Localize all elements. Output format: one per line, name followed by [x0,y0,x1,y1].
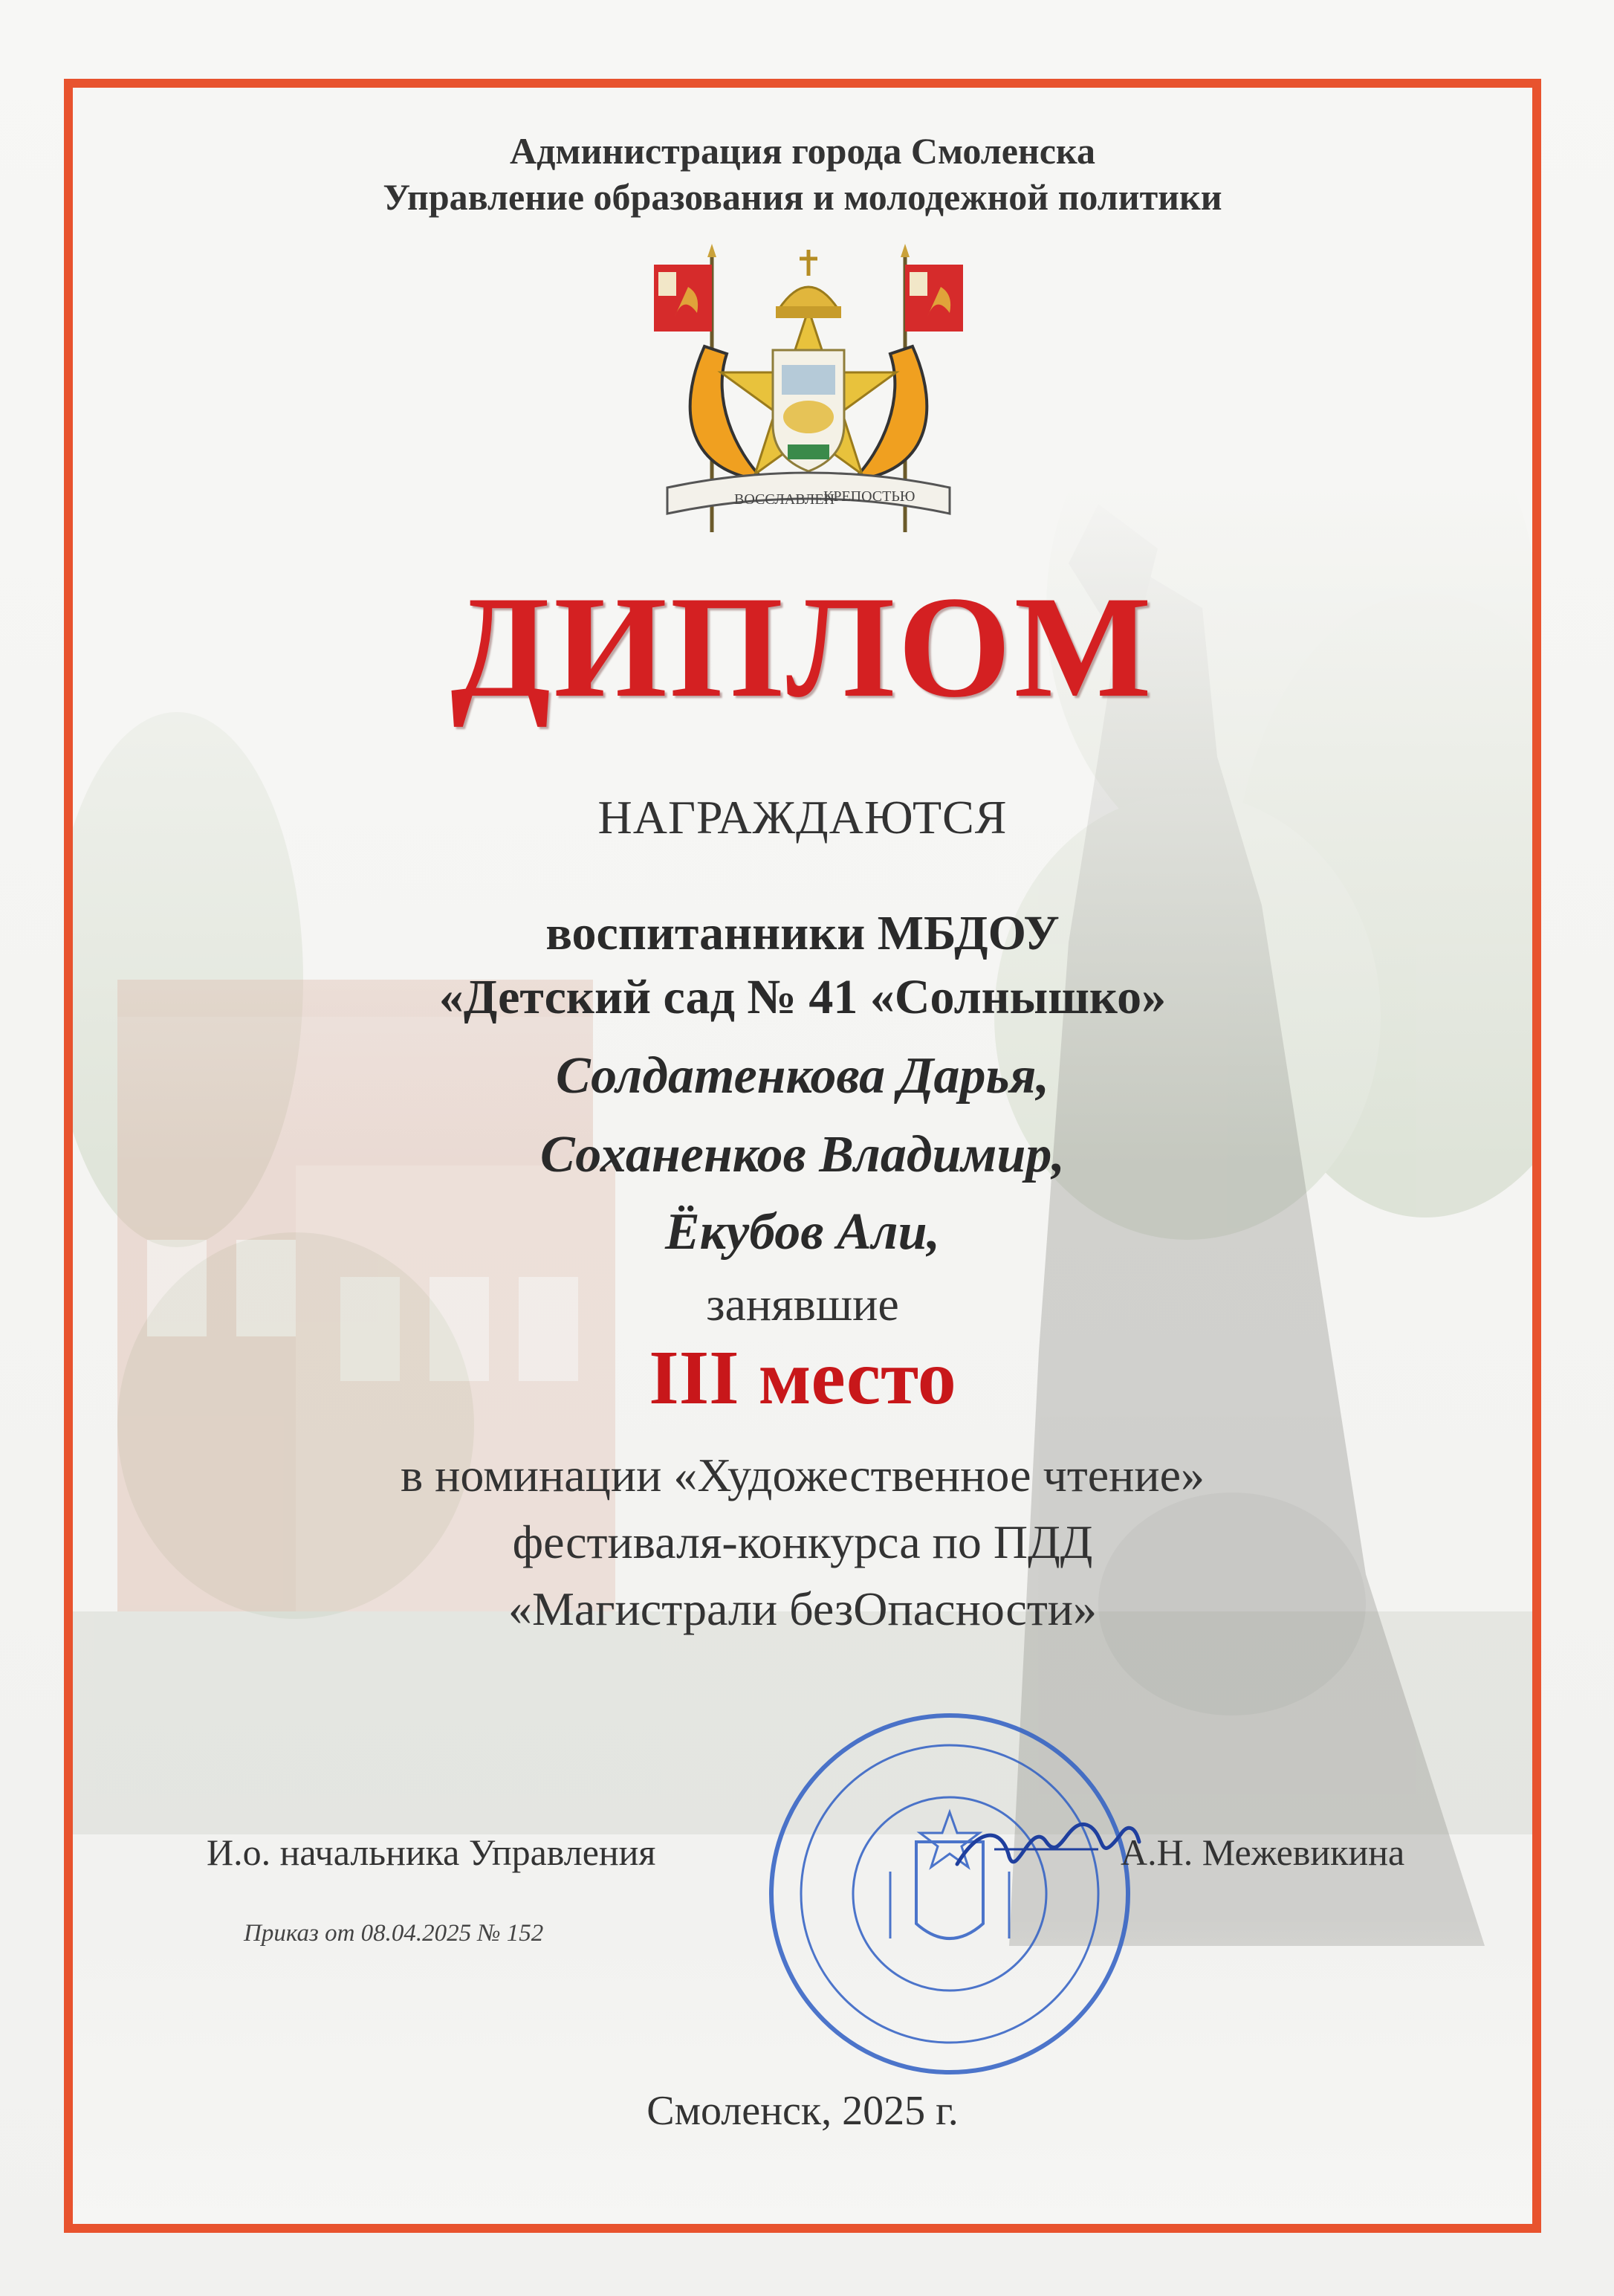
issuer-line-1: Администрация города Смоленска [510,130,1095,172]
official-stamp-icon [756,1701,1143,2087]
org-line-1: воспитанники МБДОУ [545,906,1060,960]
festival-name-line: «Магистрали безОпасности» [508,1582,1098,1635]
city-year: Смоленск, 2025 г. [646,2088,959,2134]
awardee-name: Солдатенкова Дарья, [555,1047,1049,1105]
motto-right-text: КРЕПОСТЬЮ [823,488,915,505]
awarded-heading: НАГРАЖДАЮТСЯ [597,791,1008,844]
org-line-2: «Детский сад № 41 «Солнышко» [438,970,1167,1024]
awardee-name: Соханенков Владимир, [540,1126,1065,1183]
signatory-name: А.Н. Межевикина [1121,1831,1405,1873]
handwritten-signature [950,1797,1143,1886]
nomination-line: в номинации «Художественное чтение» [400,1449,1205,1501]
diploma-title: ДИПЛОМ [450,566,1155,728]
signatory-position: И.о. начальника Управления [207,1831,656,1873]
order-reference: Приказ от 08.04.2025 № 152 [244,1920,544,1947]
took-label: занявшие [706,1278,899,1330]
motto-left-text: ВОССЛАВЛЕН [734,491,835,508]
awardee-name: Ёкубов Али, [664,1203,941,1261]
red-border-frame [64,79,1541,2233]
festival-line: фестиваля-конкурса по ПДД [512,1516,1093,1568]
place-title: III место [649,1335,956,1420]
smolensk-coat-of-arms-icon [645,235,972,547]
issuer-line-2: Управление образования и молодежной политики [383,176,1222,218]
